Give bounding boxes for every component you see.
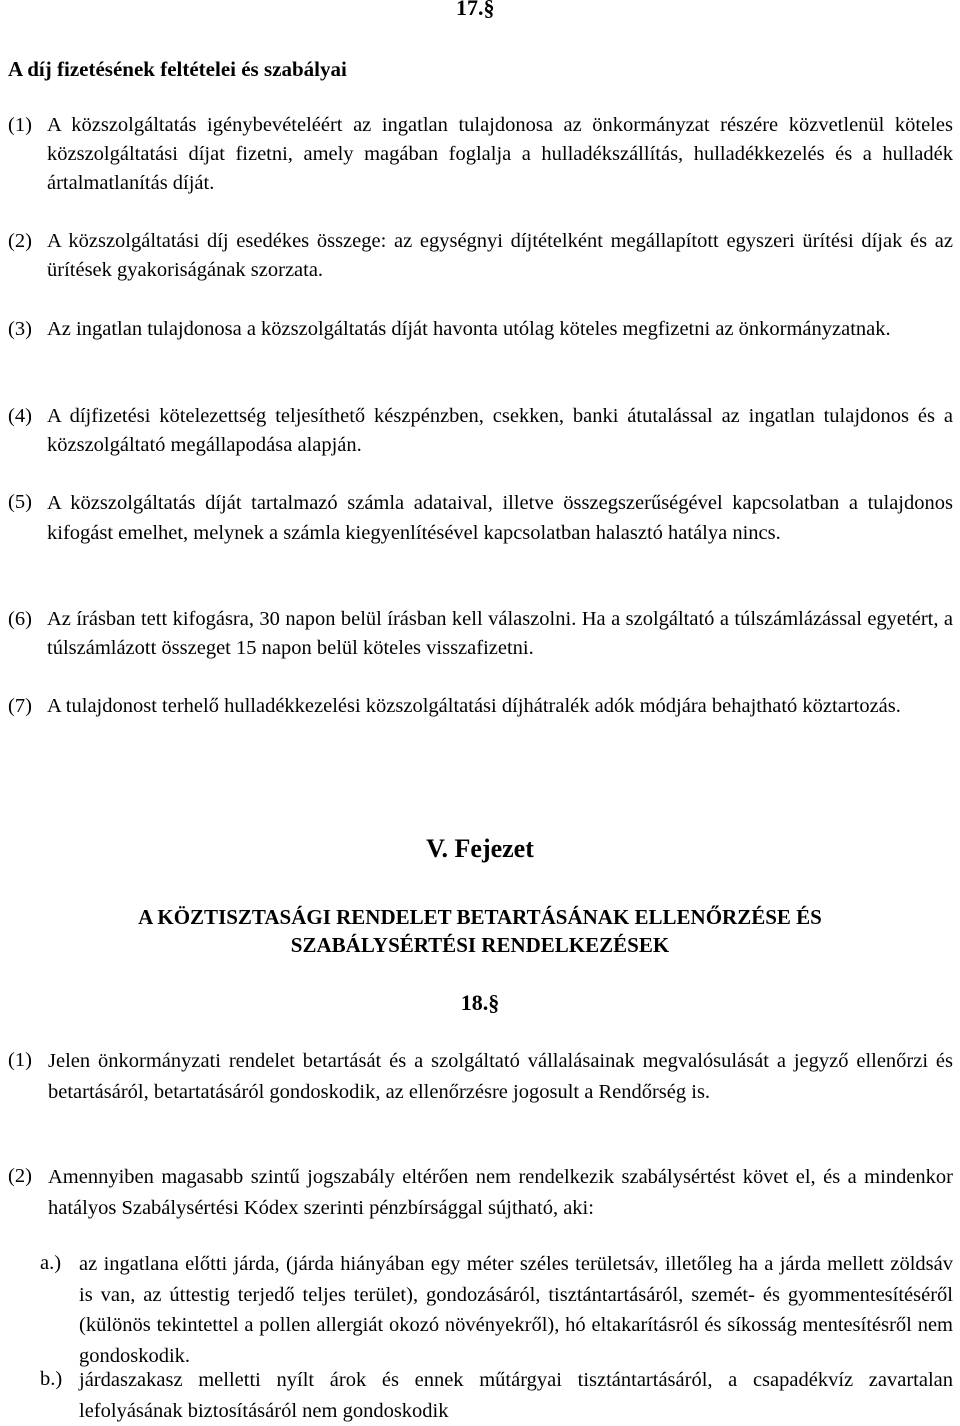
list-item-b [40,1365,953,1423]
list-item-a [40,1249,953,1374]
section-number-17: 17.§ [456,0,495,20]
paragraph-number: (3) [8,318,32,340]
paragraph-text: A tulajdonost terhelő hulladékkezelési közszolgáltatási díjhátralék adók módjára behajtható köztartozás. [47,695,901,717]
paragraph-17-6 [8,605,953,665]
paragraph-number: (1) [8,114,32,136]
paragraph-text: Jelen önkormányzati rendelet betartását és a szolgáltató vállalásainak megvalósulását a jegyző ellenőrzi és betartásáról, betartatásáról gondoskodik, az ellenőrzésre jogosult a Rendőrség is. [48,1050,953,1103]
chapter-title: V. Fejezet [426,834,534,863]
paragraph-text: A díjfizetési kötelezettség teljesíthető készpénzben, csekken, banki átutalással az ingatlan tulajdonos és a közszolgáltató megállapodása alapján. [47,405,953,456]
paragraph-17-1 [8,111,953,201]
paragraph-number: (6) [8,608,32,630]
paragraph-17-3 [8,315,953,375]
paragraph-text: Amennyiben magasabb szintű jogszabály eltérően nem rendelkezik szabálysértést követ el, és a mindenkor hatályos Szabálysértési Kódex szerinti pénzbírsággal sújtható, aki: [48,1166,953,1219]
paragraph-17-7 [8,692,953,752]
paragraph-text: Az írásban tett kifogásra, 30 napon belül írásban kell válaszolni. Ha a szolgáltató a túlszámlázással egyetért, a túlszámlázott összeget 15 napon belül köteles visszafizetni. [47,608,953,659]
chapter-subtitle-line-1: A KÖZTISZTASÁGI RENDELET BETARTÁSÁNAK ELLENŐRZÉSE ÉS [138,905,822,929]
list-item-label: a.) [40,1252,62,1274]
paragraph-text: A közszolgáltatás igénybevételéért az ingatlan tulajdonosa az önkormányzat részére közvetlenül köteles közszolgáltatási díjat fizetni, amely magában foglalja a hulladékszállítás, hulladékkezelés és a hulladék ártalmatlanítás díját. [47,114,953,194]
paragraph-text: A közszolgáltatási díj esedékes összege: az egységnyi díjtételként megállapított egyszeri ürítési díjak és az ürítések gyakoriságának szorzata. [47,230,953,281]
paragraph-17-2 [8,227,953,287]
paragraph-number: (2) [8,1165,32,1187]
paragraph-number: (5) [8,491,32,513]
paragraph-number: (2) [8,230,32,252]
paragraph-17-4 [8,402,953,462]
chapter-subtitle-line-2: SZABÁLYSÉRTÉSI RENDELKEZÉSEK [290,933,670,957]
paragraph-text: A közszolgáltatás díját tartalmazó számla adataival, illetve összegszerűségével kapcsolatban a tulajdonos kifogást emelhet, melynek a számla kiegyenlítésével kapcsolatban halasztó hatálya nincs. [47,492,953,544]
paragraph-number: (1) [8,1049,32,1071]
section-number-18: 18.§ [460,990,500,1015]
list-item-label: b.) [40,1368,63,1390]
paragraph-18-2 [8,1162,953,1224]
paragraph-number: (4) [8,405,32,427]
list-item-text: járdaszakasz melletti nyílt árok és ennek műtárgyai tisztántartásáról, a csapadékvíz zavartalan lefolyásának biztosításáról nem gondoskodik [79,1369,953,1422]
paragraph-17-5 [8,488,953,578]
paragraph-text: Az ingatlan tulajdonosa a közszolgáltatás díját havonta utólag köteles megfizetni az önkormányzatnak. [47,318,891,340]
paragraph-number: (7) [8,695,32,717]
section-title: A díj fizetésének feltételei és szabályai [8,57,347,81]
paragraph-18-1 [8,1046,953,1136]
list-item-text: az ingatlana előtti járda, (járda hiányában egy méter széles területsáv, illetőleg ha a járda mellett zöldsáv is van, az úttestig terjedő teljes terület), gondozásáról, tisztántartásáról, szemét- és gyommentesítéséről (különös tekintettel a pollen allergiát okozó növényekről), hó eltakarításról és síkosság mentesítésről nem gondoskodik. [79,1253,953,1367]
